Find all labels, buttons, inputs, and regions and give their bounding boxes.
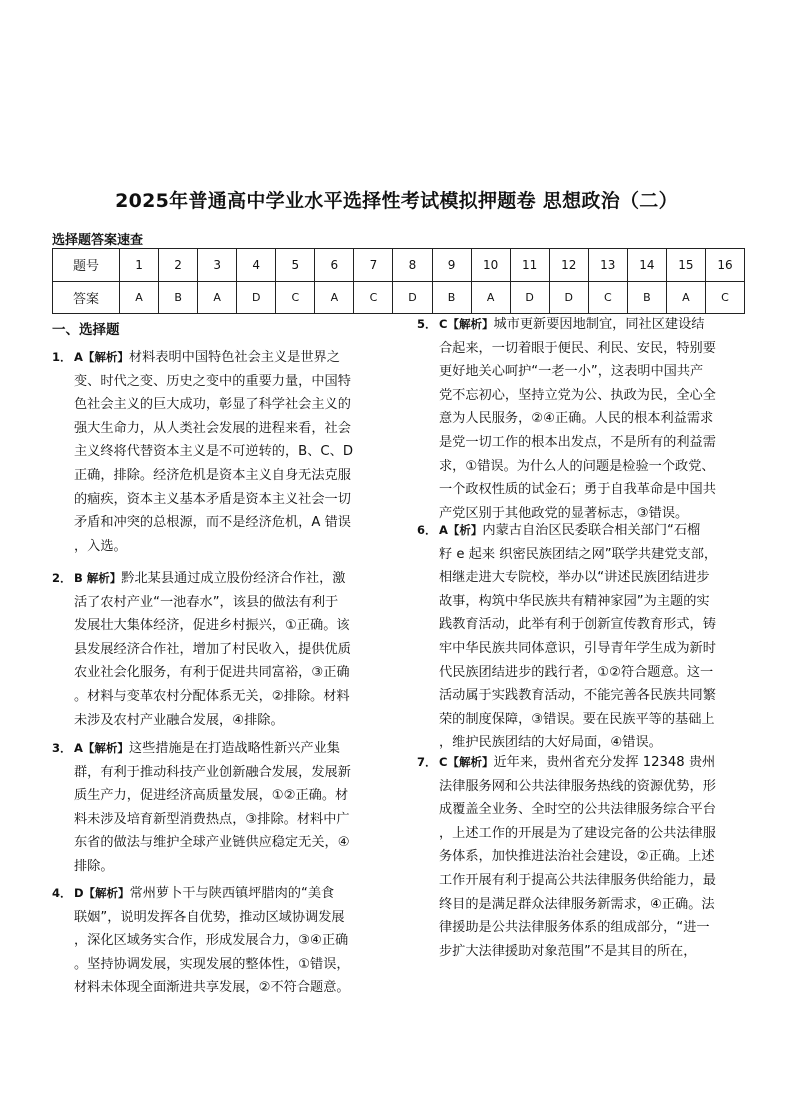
item-text-line: ，维护民族团结的大好局面，④错误。	[439, 735, 662, 751]
item-text-line: 党不忘初心，坚持立党为公、执政为民，全心全	[439, 387, 716, 403]
answer-label: A【解析】	[74, 741, 129, 755]
item-text-line: 。坚持协调发展，实现发展的整体性，①错误，	[74, 956, 350, 972]
item-text-line: 联姻”，说明发挥各自优势，推动区域协调发展	[74, 909, 345, 925]
answer-cell: C	[276, 281, 315, 314]
item-text-line: 求，①错误。为什么人的问题是检验一个政党、	[439, 458, 715, 474]
question-number-cell: 5	[276, 249, 315, 282]
item-text-line: 县发展经济合作社，增加了村民收入，提供优质	[74, 641, 351, 657]
row-label-answer: 答案	[53, 281, 120, 314]
item-text-line: 发展壮大集体经济，促进乡村振兴，①正确。该	[74, 618, 350, 634]
answer-cell: A	[198, 281, 237, 314]
item-text-line: 活动属于实践教育活动，不能完善各民族共同繁	[439, 688, 716, 704]
item-body	[439, 519, 757, 755]
item-text-line: 籽 e 起来 织密民族团结之网”联学共建党支部，	[439, 546, 718, 562]
question-number-cell: 1	[120, 249, 159, 282]
question-number-cell: 12	[549, 249, 588, 282]
item-text-line: 强大生命力，从人类社会发展的进程来看，社会	[74, 420, 351, 436]
question-number-cell: 2	[159, 249, 198, 282]
item-text-line: 质生产力，促进经济高质量发展，①②正确。材	[74, 788, 349, 804]
item-text-line: 一个政权性质的试金石；勇于自我革命是中国共	[439, 482, 716, 498]
answer-key-table	[52, 248, 745, 314]
question-number-row	[53, 249, 745, 282]
item-text-line: 终目的是满足群众法律服务新需求，④正确。法	[439, 896, 715, 912]
answer-label: B 解析】	[74, 571, 122, 585]
question-number-cell: 10	[471, 249, 510, 282]
item-text-line: 工作开展有利于提高公共法律服务供给能力，最	[439, 872, 716, 888]
question-number-cell: 13	[588, 249, 627, 282]
answer-cell: D	[549, 281, 588, 314]
item-number: 1．	[52, 350, 72, 364]
item-text-line: A【析】内蒙古自治区民委联合相关部门“石榴	[439, 523, 701, 538]
item-text-line: 料未涉及培育新型消费热点，③排除。材料中广	[74, 811, 350, 827]
page-title: 2025年普通高中学业水平选择性考试模拟押题卷 思想政治（二）	[115, 190, 678, 212]
answer-label: A【解析】	[74, 350, 129, 364]
answer-cell: A	[666, 281, 705, 314]
row-label-number: 题号	[53, 249, 120, 282]
item-text-line: 法律服务网和公共法律服务热线的资源优势，形	[439, 778, 716, 794]
item-text-line: ，入选。	[74, 538, 127, 554]
item-text-line: 步扩大法律援助对象范围”不是其目的所在，	[439, 943, 697, 959]
question-number-cell: 15	[666, 249, 705, 282]
answer-cell: A	[471, 281, 510, 314]
item-text-line: 相继走进大专院校，举办以“讲述民族团结进步	[439, 570, 710, 586]
item-text-line: C【解析】城市更新要因地制宜，同社区建设结	[439, 317, 705, 332]
item-text-line: 的痼疾，资本主义基本矛盾是资本主义社会一切	[74, 491, 351, 507]
item-text-line: 故事，构筑中华民族共有精神家园”为主题的实	[439, 593, 710, 609]
item-text-line: 更好地关心呵护“一老一小”，这表明中国共产	[439, 364, 704, 380]
item-text-line: 是党一切工作的根本出发点，不是所有的利益需	[439, 434, 716, 450]
item-text-line: 色社会主义的巨大成功，彰显了科学社会主义的	[74, 397, 351, 413]
item-text-line: 正确，排除。经济危机是资本主义自身无法克服	[74, 467, 351, 483]
answer-label: C【解析】	[439, 317, 494, 331]
item-text-line: 践教育活动，此举有利于创新宣传教育形式，铸	[439, 617, 716, 633]
item-text-line: 变、时代之变、历史之变中的重要力量，中国特	[74, 373, 351, 389]
item-text-line: 。材料与变革农村分配体系无关，②排除。材料	[74, 688, 350, 704]
item-number: 2．	[52, 571, 72, 585]
answer-key-heading: 选择题答案速查	[52, 233, 144, 248]
answer-label: A【析】	[439, 523, 483, 537]
answer-cell: B	[432, 281, 471, 314]
item-text-line: B 解析】黔北某县通过成立股份经济合作社，激	[74, 571, 346, 586]
item-number: 7．	[417, 755, 437, 769]
item-text-line: 材料未体现全面渐进共享发展，②不符合题意。	[74, 980, 350, 996]
question-number-cell: 11	[510, 249, 549, 282]
item-text-line: ，深化区域务实合作，形成发展合力，③④正确	[74, 933, 349, 949]
question-number-cell: 4	[237, 249, 276, 282]
item-text-line: 农业社会化服务，有利于促进共同富裕，③正确	[74, 665, 350, 681]
answer-cell: A	[315, 281, 354, 314]
answer-cell: C	[354, 281, 393, 314]
item-text-line: 荣的制度保障，③错误。要在民族平等的基础上	[439, 711, 715, 727]
item-number: 3．	[52, 741, 72, 755]
item-text-line: C【解析】近年来，贵州省充分发挥 12348 贵州	[439, 755, 716, 770]
answer-cell: B	[159, 281, 198, 314]
item-text-line: 主义终将代替资本主义是不可逆转的，B、C、D	[74, 444, 353, 460]
question-number-cell: 8	[393, 249, 432, 282]
answer-cell: C	[588, 281, 627, 314]
item-text-line: 务体系，加快推进法治社会建设，②正确。上述	[439, 849, 715, 865]
item-body	[74, 737, 384, 879]
item-text-line: D【解析】常州萝卜干与陕西镇坪腊肉的“美食	[74, 886, 335, 901]
answer-cell: B	[627, 281, 666, 314]
item-body	[74, 346, 384, 558]
item-text-line: 合起来，一切着眼于便民、利民、安民，特别要	[439, 340, 716, 356]
item-body	[74, 567, 384, 732]
item-text-line: 代民族团结进步的践行者，①②符合题意。这一	[439, 664, 714, 680]
item-text-line: 意为人民服务，②④正确。人民的根本利益需求	[439, 411, 714, 427]
question-number-cell: 14	[627, 249, 666, 282]
question-number-cell: 6	[315, 249, 354, 282]
answer-row	[53, 281, 745, 314]
item-text-line: 东省的做法与维护全球产业链供应稳定无关，④	[74, 835, 350, 851]
question-number-cell: 9	[432, 249, 471, 282]
question-number-cell: 3	[198, 249, 237, 282]
item-text-line: 矛盾和冲突的总根源，而不是经济危机，A 错误	[74, 515, 351, 531]
item-body	[74, 882, 384, 1000]
answer-cell: A	[120, 281, 159, 314]
answer-cell: D	[393, 281, 432, 314]
item-text-line: 活了农村产业“一池春水”，该县的做法有利于	[74, 594, 339, 610]
item-text-line: 排除。	[74, 858, 114, 874]
answer-label: D【解析】	[74, 886, 130, 900]
item-text-line: 牢中华民族共同体意识，引导青年学生成为新时	[439, 640, 716, 656]
item-text-line: 成覆盖全业务、全时空的公共法律服务综合平台	[439, 802, 716, 818]
item-text-line: 律援助是公共法律服务体系的组成部分，“进一	[439, 920, 710, 936]
item-text-line: A【解析】材料表明中国特色社会主义是世界之	[74, 350, 340, 365]
question-number-cell: 7	[354, 249, 393, 282]
item-number: 4．	[52, 886, 72, 900]
answer-cell: C	[705, 281, 744, 314]
item-text-line: 群，有利于推动科技产业创新融合发展，发展新	[74, 764, 351, 780]
answer-cell: D	[237, 281, 276, 314]
item-body	[439, 313, 757, 525]
item-text-line: ，上述工作的开展是为了建设完备的公共法律服	[439, 825, 716, 841]
item-number: 5．	[417, 317, 437, 331]
item-text-line: 未涉及农村产业融合发展，④排除。	[74, 712, 284, 728]
answer-label: C【解析】	[439, 755, 494, 769]
item-body	[439, 751, 757, 963]
section-title: 一、选择题	[52, 322, 120, 338]
item-text-line: 产党区别于其他政党的显著标志，③错误。	[439, 505, 689, 521]
answer-cell: D	[510, 281, 549, 314]
item-number: 6．	[417, 523, 437, 537]
item-text-line: A【解析】这些措施是在打造战略性新兴产业集	[74, 741, 340, 756]
question-number-cell: 16	[705, 249, 744, 282]
